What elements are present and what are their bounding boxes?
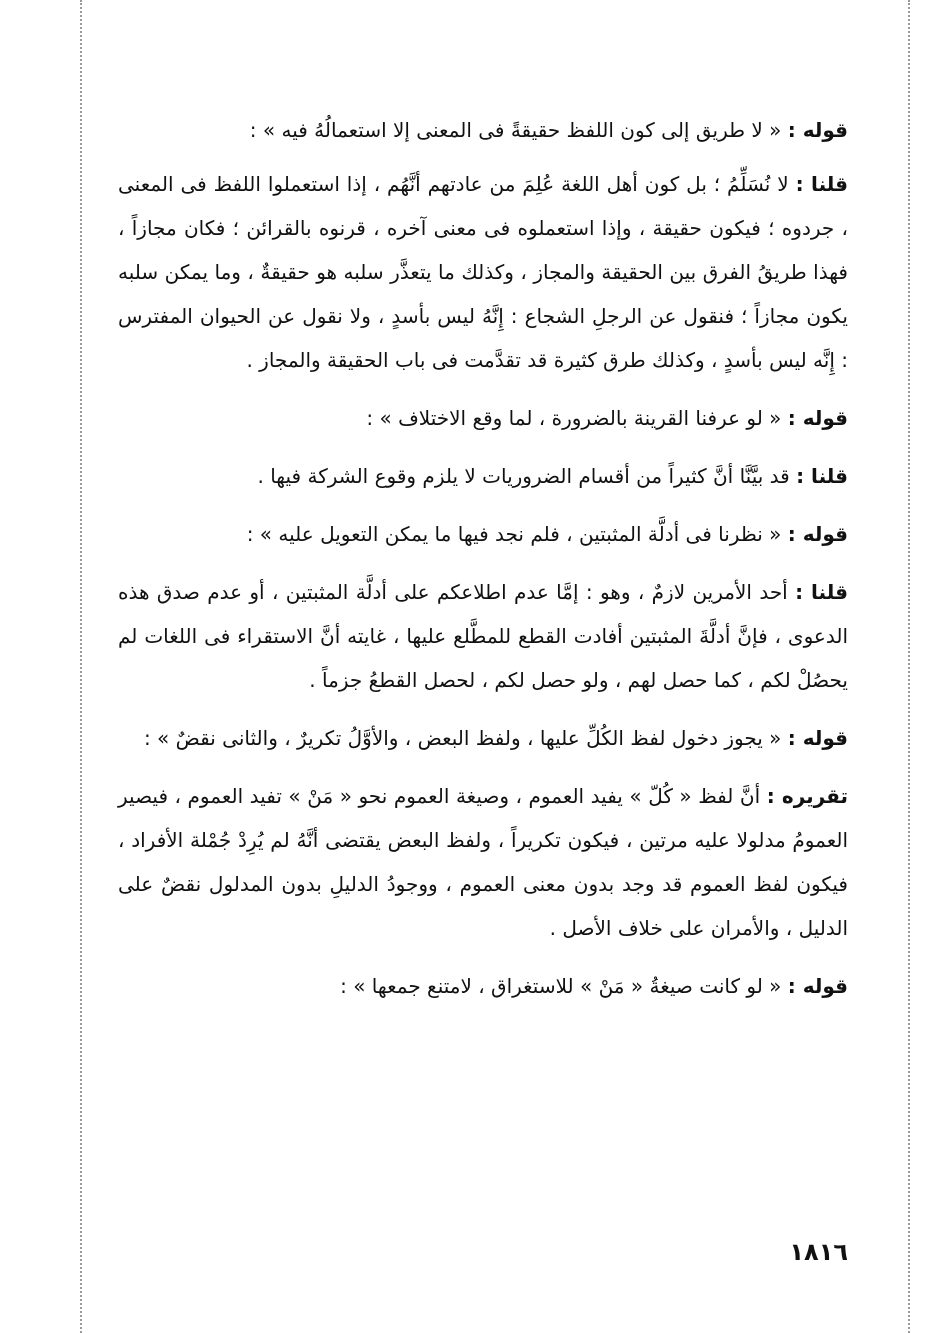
- body-text: [118, 108, 848, 1018]
- paragraph-lead: قوله :: [787, 406, 848, 430]
- paragraph-text: أنَّ لفظ « كُلّ » يفيد العموم ، وصيغة العموم نحو « مَنْ » تفيد العموم ، فيصير العمومُ مدلولا عليه مرتين ، فيكون تكريراً ، ولفظ البعض يقتضى أنَّهُ لم يُرِدْ جُمْلة الأفراد ، فيكون لفظ العموم قد وجد بدون معنى العموم ، ووجودُ الدليلِ بدون المدلول نقضٌ على الدليل ، والأمران على خلاف الأصل .: [118, 784, 848, 940]
- paragraph-2: [118, 162, 848, 382]
- paragraph-text: قد بيَّنَّا أنَّ كثيراً من أقسام الضروريات لا يلزم وقوع الشركة فيها .: [257, 464, 797, 488]
- paragraph-3: [118, 396, 848, 440]
- paragraph-lead: قوله :: [787, 726, 848, 750]
- paragraph-text: « نظرنا فى أدلَّة المثبتين ، فلم نجد فيها ما يمكن التعويل عليه » :: [246, 522, 788, 546]
- paragraph-text: « لا طريق إلى كون اللفظ حقيقةً فى المعنى إلا استعمالُهُ فيه » :: [249, 118, 788, 142]
- scan-edge-right: [908, 0, 910, 1333]
- page-number: ١٨١٦: [789, 1238, 848, 1266]
- paragraph-text: « يجوز دخول لفظ الكُلِّ عليها ، ولفظ البعض ، والأوَّلُ تكريرٌ ، والثانى نقضٌ » :: [143, 726, 788, 750]
- paragraph-9: [118, 964, 848, 1008]
- paragraph-1: [118, 108, 848, 152]
- paragraph-7: [118, 716, 848, 760]
- paragraph-lead: قوله :: [787, 522, 848, 546]
- paragraph-lead: قلنا :: [795, 580, 848, 604]
- paragraph-text: « لو كانت صيغةُ « مَنْ » للاستغراق ، لامتنع جمعها » :: [340, 974, 788, 998]
- scan-edge-left: [80, 0, 82, 1333]
- paragraph-5: [118, 512, 848, 556]
- paragraph-lead: قوله :: [787, 974, 848, 998]
- paragraph-6: [118, 570, 848, 702]
- paragraph-text: لا نُسَلِّمُ ؛ بل كون أهل اللغة عُلِمَ من عادتهم أنَّهُم ، إذا استعملوا اللفظ فى المعنى ، جردوه ؛ فيكون حقيقة ، وإذا استعملوه فى معنى آخره ، قرنوه بالقرائن ؛ فكان مجازاً ، فهذا طريقُ الفرق بين الحقيقة والمجاز ، وكذلك ما يتعذَّر سلبه هو حقيقةٌ ، وما يمكن سلبه يكون مجازاً ؛ فنقول عن الرجلِ الشجاع : إِنَّهُ ليس بأسدٍ ، ولا نقول عن الحيوان المفترس : إِنَّه ليس بأسدٍ ، وكذلك طرق كثيرة قد تقدَّمت فى باب الحقيقة والمجاز .: [118, 172, 848, 372]
- paragraph-4: [118, 454, 848, 498]
- paragraph-text: « لو عرفنا القرينة بالضرورة ، لما وقع الاختلاف » :: [366, 406, 788, 430]
- paragraph-lead: قلنا :: [795, 172, 848, 196]
- paragraph-lead: تقريره :: [766, 784, 848, 808]
- paragraph-lead: قلنا :: [796, 464, 848, 488]
- paragraph-lead: قوله :: [787, 118, 848, 142]
- paragraph-text: أحد الأمرين لازمٌ ، وهو : إمَّا عدم اطلاعكم على أدلَّة المثبتين ، أو عدم صدق هذه الدعوى ، فإنَّ أدلَّةَ المثبتين أفادت القطع للمطَّلع عليها ، غايته أنَّ الاستقراء فى اللغات لم يحصُلْ لكم ، كما حصل لهم ، ولو حصل لكم ، لحصل القطعُ جزماً .: [118, 580, 848, 692]
- paragraph-8: [118, 774, 848, 950]
